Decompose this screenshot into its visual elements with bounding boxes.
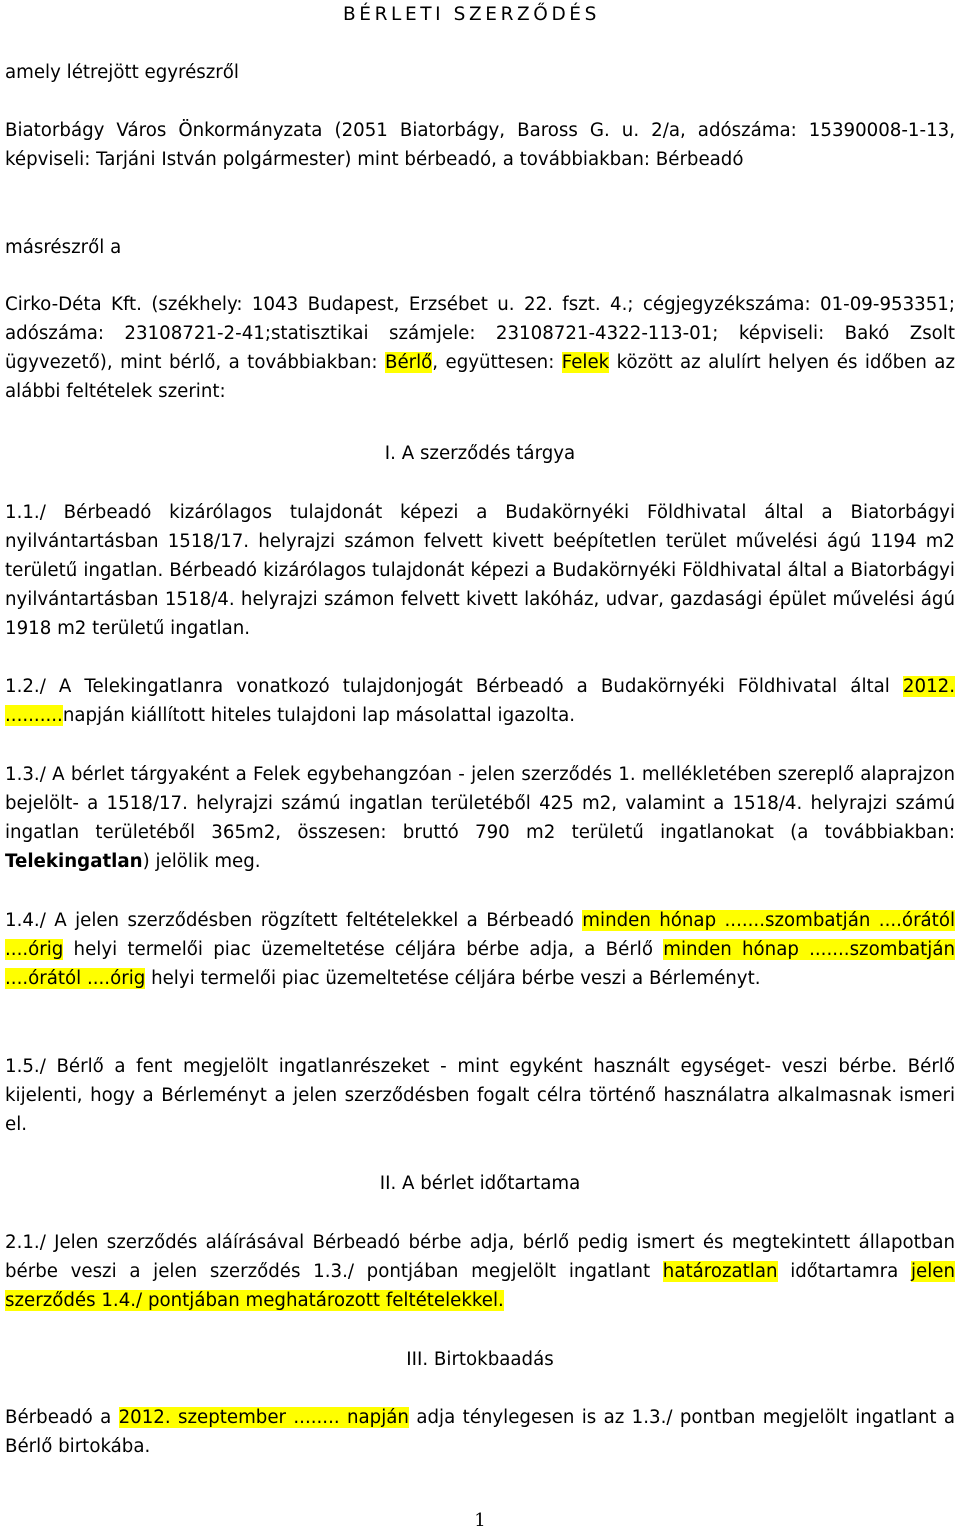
clause-1-4-text-a: 1.4./ A jelen szerződésben rögzített feltételekkel a Bérbeadó	[5, 910, 583, 931]
clause-1-4-text-b: helyi termelői piac üzemeltetése céljára bérbe adja, a Bérlő	[63, 939, 664, 960]
intro-second-party: másrészről a	[5, 237, 122, 258]
clause-2-1-text-b: időtartamra	[777, 1261, 911, 1282]
clause-1-4-text-c: helyi termelői piac üzemeltetése céljára bérbe veszi a Bérleményt.	[145, 968, 761, 989]
section-3-heading: III. Birtokbaadás	[406, 1349, 554, 1370]
clause-3-text-a: Bérbeadó a	[5, 1407, 119, 1428]
party-lessee-paragraph	[5, 290, 955, 406]
clause-1-3	[5, 760, 955, 876]
clause-1-2-date-highlight: 2012. ..........	[5, 676, 955, 726]
clause-1-1: 1.1./ Bérbeadó kizárólagos tulajdonát képezi a Budakörnyéki Földhivatal által a Biatorbágyi nyilvántartásban 1518/17. helyrajzi számon felvett kivett beépítetlen terület művelési ágú 1194 m2 területű ingatlan. Bérbeadó kizárólagos tulajdonát képezi a Budakörnyéki Földhivatal által a Biatorbágyi nyilvántartásban 1518/4. helyrajzi számon felvett kivett lakóház, udvar, gazdasági épület művelési ágú 1918 m2 területű ingatlan.	[5, 502, 955, 639]
clause-1-2	[5, 672, 955, 730]
clause-1-3-text-a: 1.3./ A bérlet tárgyaként a Felek egybehangzóan - jelen szerződés 1. mellékletében szereplő alaprajzon bejelölt- a 1518/17. helyrajzi számú ingatlan területéből 425 m2, valamint a 1518/4. helyrajzi számú ingatlan területéből 365m2, összesen: bruttó 790 m2 területű ingatlanokat (a továbbiakban:	[5, 764, 955, 843]
clause-2-1	[5, 1228, 955, 1315]
document-title: BÉRLETI SZERZŐDÉS	[343, 4, 600, 25]
clause-2-1-text-a: 2.1./ Jelen szerződés aláírásával Bérbeadó bérbe adja, bérlő pedig ismert és megtekintett állapotban bérbe veszi a jelen szerződés 1.3./ pontjában megjelölt ingatlant	[5, 1232, 955, 1282]
clause-1-3-term: Telekingatlan	[5, 851, 143, 872]
clause-2-1-duration-highlight: határozatlan	[662, 1261, 778, 1282]
intro-first-party: amely létrejött egyrészről	[5, 62, 239, 83]
party-lessee-text-c: között az alulírt helyen és időben az alábbi feltételek szerint:	[5, 352, 955, 402]
clause-1-3-text-b: ) jelölik meg.	[142, 851, 261, 872]
clause-1-5: 1.5./ Bérlő a fent megjelölt ingatlanrészeket - mint egyként használt egységet- veszi bérbe. Bérlő kijelenti, hogy a Bérleményt a jelen szerződésben fogalt célra történő használatra alkalmasnak ismeri el.	[5, 1056, 955, 1135]
party-lessee-text-b: , együttesen:	[432, 352, 562, 373]
page-number: 1	[474, 1510, 486, 1531]
clause-3-text-b: adja ténylegesen is az 1.3./ pontban megjelölt ingatlant a Bérlő birtokába.	[5, 1407, 955, 1457]
clause-1-4-schedule-highlight-1: minden hónap .......szombatján ....órától ....órig	[5, 910, 955, 960]
clause-3-date-highlight: 2012. szeptember ........ napján	[118, 1407, 409, 1428]
party-lessor-paragraph: Biatorbágy Város Önkormányzata (2051 Biatorbágy, Baross G. u. 2/a, adószáma: 15390008-1-13, képviseli: Tarjáni István polgármester) mint bérbeadó, a továbbiakban: Bérbeadó	[5, 120, 955, 170]
clause-2-1-conditions-highlight: jelen szerződés 1.4./ pontjában meghatározott feltételekkel.	[5, 1261, 955, 1311]
clause-1-4	[5, 906, 955, 993]
clause-1-2-text-a: 1.2./ A Telekingatlanra vonatkozó tulajdonjogát Bérbeadó a Budakörnyéki Földhivatal által	[5, 676, 903, 697]
section-2-heading: II. A bérlet időtartama	[379, 1173, 581, 1194]
party-lessee-text-a: Cirko-Déta Kft. (székhely: 1043 Budapest, Erzsébet u. 22. fszt. 4.; cégjegyzékszáma: 01-09-953351; adószáma: 23108721-2-41;statisztikai számjele: 23108721-4322-113-01; képviseli: Bakó Zsolt ügyvezető), mint bérlő, a továbbiakban:	[5, 294, 955, 373]
clause-1-2-text-b: napján kiállított hiteles tulajdoni lap másolattal igazolta.	[62, 705, 576, 726]
lessee-term-highlight: Bérlő	[384, 352, 433, 373]
clause-1-4-schedule-highlight-2: minden hónap .......szombatján ....órától ....órig	[5, 939, 955, 989]
section-1-heading: I. A szerződés tárgya	[384, 443, 576, 464]
parties-term-highlight: Felek	[561, 352, 610, 373]
clause-3	[5, 1403, 955, 1461]
